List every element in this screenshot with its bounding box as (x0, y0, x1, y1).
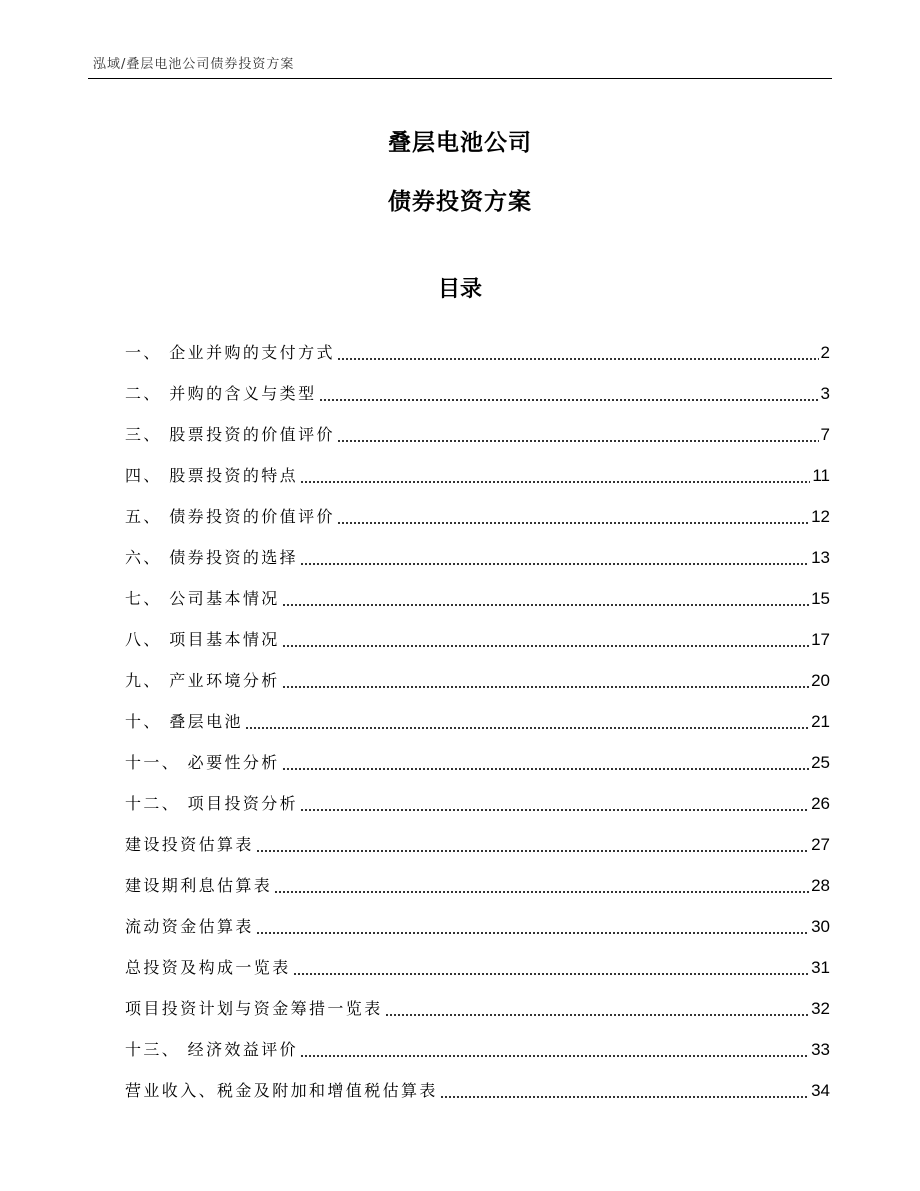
toc-entry-label: 六、 债券投资的选择 (125, 548, 299, 567)
toc-entry-label: 二、 并购的含义与类型 (125, 384, 317, 403)
toc-entry[interactable] (125, 404, 830, 445)
toc-entry-label: 项目投资计划与资金筹措一览表 (125, 999, 383, 1018)
toc-entry-page-number: 21 (811, 712, 830, 731)
toc-dot-leader (337, 425, 819, 445)
toc-dot-leader (300, 466, 810, 486)
document-title-line2: 债券投资方案 (388, 189, 532, 215)
toc-entry-page-number: 31 (811, 958, 830, 977)
toc-dot-leader (319, 384, 819, 404)
toc-entry[interactable] (125, 691, 830, 732)
toc-entry-page-number: 28 (811, 876, 830, 895)
toc-entry-page-number: 7 (820, 425, 830, 444)
header-divider (88, 78, 832, 79)
toc-dot-leader (337, 507, 809, 527)
toc-entry-label: 流动资金估算表 (125, 917, 254, 936)
toc-dot-leader (293, 958, 809, 978)
toc-dot-leader (274, 876, 809, 896)
toc-entry[interactable] (125, 650, 830, 691)
toc-entry[interactable] (125, 445, 830, 486)
toc-entry-page-number: 27 (811, 835, 830, 854)
toc-entry[interactable] (125, 773, 830, 814)
toc-entry-page-number: 33 (811, 1040, 830, 1059)
toc-entry-page-number: 25 (811, 753, 830, 772)
toc-entry-page-number: 34 (811, 1081, 830, 1100)
toc-entry-label: 建设投资估算表 (125, 835, 254, 854)
toc-entry[interactable] (125, 568, 830, 609)
toc-entry[interactable] (125, 978, 830, 1019)
toc-entry-page-number: 13 (811, 548, 830, 567)
toc-entry-label: 八、 项目基本情况 (125, 630, 280, 649)
toc-entry[interactable] (125, 609, 830, 650)
toc-entry-label: 总投资及构成一览表 (125, 958, 291, 977)
toc-dot-leader (282, 589, 809, 609)
toc-dot-leader (282, 753, 809, 773)
toc-entry-label: 九、 产业环境分析 (125, 671, 280, 690)
toc-entry-label: 五、 债券投资的价值评价 (125, 507, 335, 526)
toc-entry-label: 十、 叠层电池 (125, 712, 243, 731)
toc-entry[interactable] (125, 814, 830, 855)
toc-entry-page-number: 26 (811, 794, 830, 813)
toc-entry-label: 十二、 项目投资分析 (125, 794, 299, 813)
toc-heading: 目录 (437, 277, 482, 302)
toc-entry-label: 四、 股票投资的特点 (125, 466, 299, 485)
toc-entry-page-number: 20 (811, 671, 830, 690)
toc-dot-leader (385, 999, 809, 1019)
toc-entry-page-number: 12 (811, 507, 830, 526)
toc-dot-leader (282, 671, 809, 691)
toc-entry[interactable] (125, 322, 830, 363)
toc-entry-page-number: 11 (812, 466, 830, 485)
toc-dot-leader (245, 712, 809, 732)
toc-dot-leader (337, 343, 819, 363)
toc-dot-leader (282, 630, 809, 650)
table-of-contents (125, 322, 830, 1101)
toc-dot-leader (256, 835, 809, 855)
toc-entry-page-number: 30 (811, 917, 830, 936)
toc-entry-label: 营业收入、税金及附加和增值税估算表 (125, 1081, 438, 1100)
toc-entry-page-number: 3 (820, 384, 830, 403)
toc-entry[interactable] (125, 1019, 830, 1060)
toc-entry[interactable] (125, 732, 830, 773)
toc-entry-page-number: 2 (820, 343, 830, 362)
toc-entry[interactable] (125, 527, 830, 568)
toc-entry-label: 一、 企业并购的支付方式 (125, 343, 335, 362)
toc-dot-leader (440, 1081, 809, 1101)
toc-entry-label: 建设期利息估算表 (125, 876, 273, 895)
toc-dot-leader (300, 794, 809, 814)
running-header: 泓域/叠层电池公司债券投资方案 (93, 57, 295, 72)
toc-entry[interactable] (125, 937, 830, 978)
toc-entry[interactable] (125, 363, 830, 404)
toc-entry-label: 十一、 必要性分析 (125, 753, 280, 772)
toc-entry[interactable] (125, 855, 830, 896)
toc-entry[interactable] (125, 1060, 830, 1101)
toc-entry[interactable] (125, 896, 830, 937)
toc-entry-label: 七、 公司基本情况 (125, 589, 280, 608)
toc-entry-page-number: 17 (811, 630, 830, 649)
toc-dot-leader (300, 548, 809, 568)
toc-entry[interactable] (125, 486, 830, 527)
toc-entry-label: 三、 股票投资的价值评价 (125, 425, 335, 444)
toc-entry-page-number: 15 (811, 589, 830, 608)
toc-entry-label: 十三、 经济效益评价 (125, 1040, 299, 1059)
toc-dot-leader (256, 917, 809, 937)
toc-dot-leader (300, 1040, 809, 1060)
document-title-line1: 叠层电池公司 (388, 130, 532, 156)
toc-entry-page-number: 32 (811, 999, 830, 1018)
